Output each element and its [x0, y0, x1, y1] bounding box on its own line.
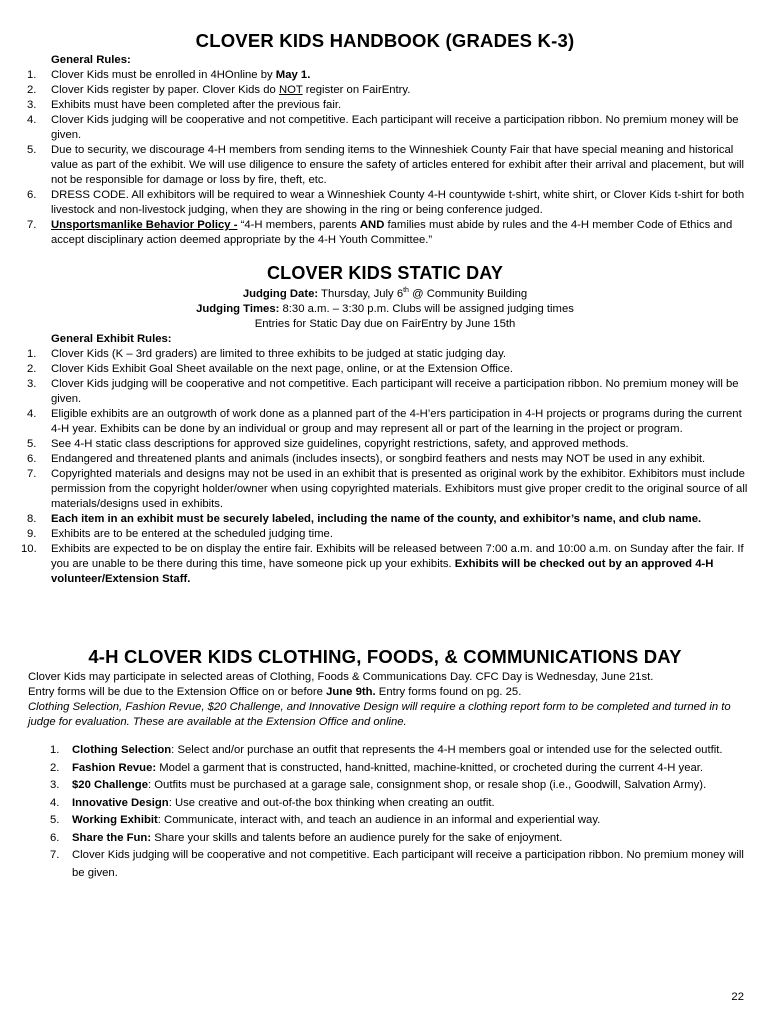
clothing-day-list [0, 742, 750, 882]
item-number: 5. [27, 144, 37, 156]
list-item: 4. Innovative Design: Use creative and out-of-the box thinking when creating an outfit. [0, 795, 750, 813]
item-number: 4. [50, 796, 60, 809]
clothing-day-intro [28, 670, 748, 730]
item-number: 4. [27, 114, 37, 126]
item-number: 7. [27, 468, 37, 480]
list-item: 2. Clover Kids Exhibit Goal Sheet available on the next page, online, or at the Extension Office. [27, 363, 513, 375]
item-number: 1. [27, 69, 37, 81]
item-number: 7. [27, 219, 37, 231]
judging-times-line: Judging Times: 8:30 a.m. – 3:30 p.m. Clubs will be assigned judging times [196, 303, 574, 315]
page-title: CLOVER KIDS HANDBOOK (GRADES K-3) [195, 30, 575, 51]
list-item: 8. Each item in an exhibit must be securely labeled, including the name of the county, and exhibitor’s name, and club name. [27, 513, 702, 525]
item-number: 6. [27, 189, 37, 201]
item-number: 8. [27, 513, 37, 525]
exhibit-rules-list [0, 347, 750, 587]
general-rules-section [0, 53, 750, 248]
list-item: 1. Clover Kids (K – 3rd graders) are limited to three exhibits to be judged at static judging day. [27, 348, 507, 360]
item-number: 1. [50, 744, 60, 756]
list-item: 6. Share the Fun: Share your skills and talents before an audience purely for the sake of enjoyment. [0, 830, 750, 848]
list-item: 10. Exhibits are expected to be on display the entire fair. Exhibits will be released between 7:00 a.m. and 10:00 a.m. on Sunday after the fair. If you are unable to be there during this time, have someone pick up your exhibits. Exhibits will be checked out by an approved 4-H volunteer/Extension Staff. [21, 543, 744, 585]
item-number: 3. [27, 378, 37, 390]
item-number: 4. [27, 408, 37, 420]
item-number: 10. [21, 543, 37, 555]
page-number: 22 [731, 991, 744, 1003]
item-number: 1. [27, 348, 37, 360]
exhibit-rules-heading: General Exhibit Rules: [51, 333, 172, 345]
intro-line-1: Clover Kids may participate in selected areas of Clothing, Foods & Communications Day. CFC Day is Wednesday, June 21st. [28, 671, 654, 683]
list-item: 5. See 4-H static class descriptions for approved size guidelines, copyright restrictions, safety, and approved methods. [27, 438, 629, 450]
item-number: 6. [27, 453, 37, 465]
list-item: 2. Clover Kids register by paper. Clover Kids do NOT register on FairEntry. [27, 84, 411, 96]
static-day-title: CLOVER KIDS STATIC DAY [266, 263, 504, 283]
item-number: 5. [27, 438, 37, 450]
item-number: 7. [50, 849, 60, 861]
list-item: 1. Clover Kids must be enrolled in 4HOnline by May 1. [27, 69, 311, 81]
exhibit-rules-section [0, 332, 750, 587]
list-item: 3. $20 Challenge: Outfits must be purchased at a garage sale, consignment shop, or resale shop (i.e., Goodwill, Salvation Army). [0, 777, 750, 795]
list-item: 1. Clothing Selection: Select and/or purchase an outfit that represents the 4-H members goal or intended use for the selected outfit. [0, 742, 750, 760]
item-number: 3. [50, 779, 60, 791]
list-item: 4. Clover Kids judging will be cooperative and not competitive. Each participant will receive a participation ribbon. No premium money will be given. [27, 114, 739, 141]
clothing-day-title: 4-H CLOVER KIDS CLOTHING, FOODS, & COMMUNICATIONS DAY [88, 646, 682, 667]
list-item: 3. Exhibits must have been completed after the previous fair. [27, 99, 342, 111]
list-item: 2. Fashion Revue: Model a garment that is constructed, hand-knitted, machine-knitted, or crocheted during the current 4-H year. [0, 760, 750, 778]
list-item: 6. Endangered and threatened plants and animals (includes insects), or songbird feathers and nests may NOT be used in any exhibit. [27, 453, 706, 465]
judging-date-line: Judging Date: Thursday, July 6th @ Community Building [242, 287, 528, 300]
list-item: 3. Clover Kids judging will be cooperative and not competitive. Each participant will receive a participation ribbon. No premium money will be given. [27, 378, 739, 405]
general-rules-list [0, 68, 750, 248]
list-item: 7. Copyrighted materials and designs may not be used in an exhibit that is presented as original work by the exhibitor. Exhibitors must include permission from the copyright holder/owner when using copyrighted materials. Exhibitors must give proper credit to the original source of all materials/designs used in exhibits. [27, 468, 748, 510]
intro-line-2: Entry forms will be due to the Extension Office on or before June 9th. Entry forms found on pg. 25. [28, 686, 522, 698]
list-item: 7. Unsportsmanlike Behavior Policy - “4-H members, parents AND families must abide by rules and the 4-H member Code of Ethics and accept disciplinary action deemed appropriate by the 4-H Youth Committee.” [27, 219, 733, 246]
list-item: 4. Eligible exhibits are an outgrowth of work done as a planned part of the 4-H’ers participation in 4-H projects or programs during the current 4-H year. Exhibits can be done by an individual or group and may represent all or part of the learning in the project or program. [27, 408, 742, 435]
intro-italic-note: Clothing Selection, Fashion Revue, $20 Challenge, and Innovative Design will require a clothing report form to be completed and turned in to judge for evaluation. These are available at the Extension Office and online. [28, 701, 731, 728]
item-number: 2. [27, 84, 37, 96]
list-item: 5. Due to security, we discourage 4-H members from sending items to the Winneshiek County Fair that have special meaning and historical value as part of the exhibit. We will use diligence to ensure the safety of articles entered for exhibit after their arrival and placement, but will not be responsible for damage or loss by fire, theft, etc. [27, 144, 745, 186]
general-rules-heading: General Rules: [51, 54, 131, 66]
entries-line: Entries for Static Day due on FairEntry by June 15th [254, 318, 516, 330]
item-number: 5. [50, 814, 60, 826]
item-number: 2. [27, 363, 37, 375]
list-item: 5. Working Exhibit: Communicate, interact with, and teach an audience in an informal and experiential way. [0, 812, 750, 830]
list-item: 6. DRESS CODE. All exhibitors will be required to wear a Winneshiek County 4-H countywide t-shirt, white shirt, or Clover Kids t-shirt for both livestock and non-livestock judging, when they are showing in the ring or being conference judged. [27, 189, 745, 216]
item-number: 9. [27, 528, 37, 540]
item-number: 6. [50, 831, 60, 844]
item-number: 2. [50, 761, 60, 774]
static-day-info [0, 287, 770, 332]
item-number: 3. [27, 99, 37, 111]
list-item: 9. Exhibits are to be entered at the scheduled judging time. [27, 528, 333, 540]
list-item: 7. Clover Kids judging will be cooperative and not competitive. Each participant will receive a participation ribbon. No premium money will be given. [50, 849, 744, 879]
